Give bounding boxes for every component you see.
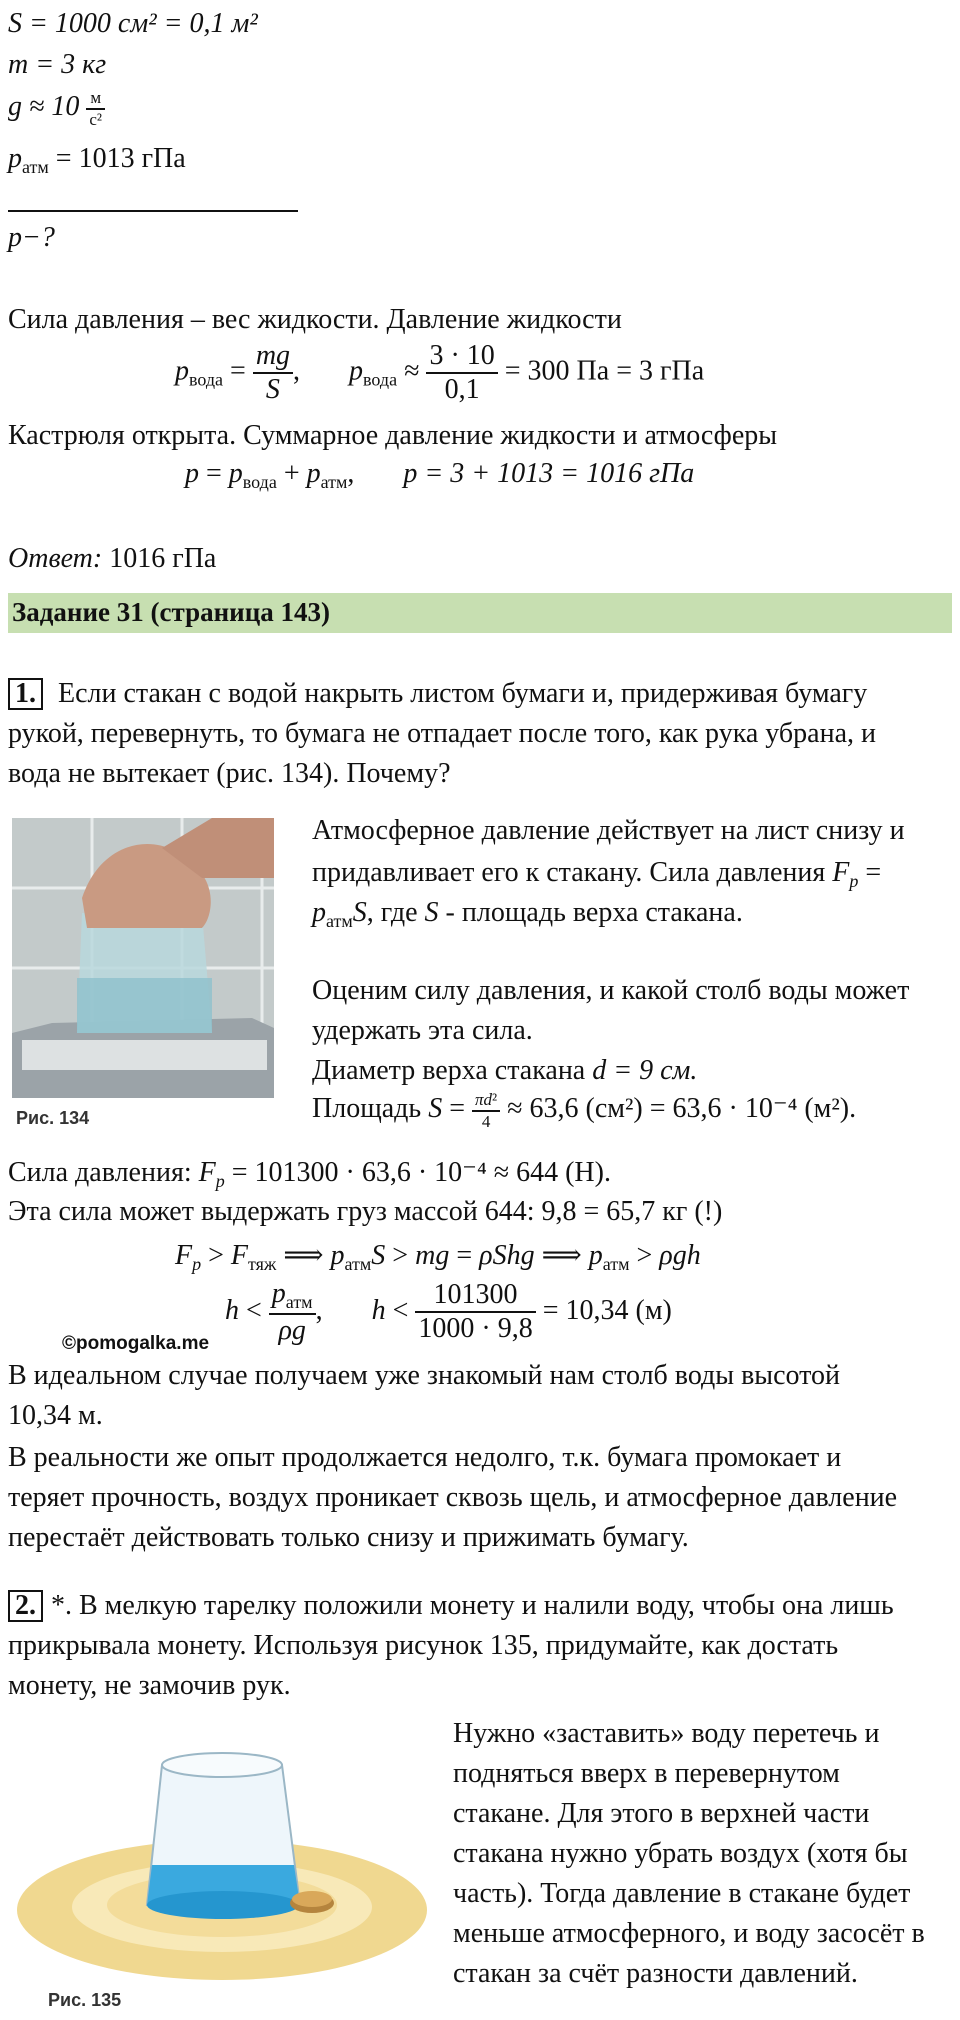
task1-conclusion-line1: В идеальном случае получаем уже знакомый нам столб воды высотой <box>8 1360 841 1391</box>
task2-answer-line1: Нужно «заставить» воду перетечь и <box>453 1718 880 1749</box>
task2-answer-line3: стакане. Для этого в верхней части <box>453 1798 870 1829</box>
given-find: p−? <box>8 222 55 253</box>
task1-question-line2: рукой, перевернуть, то бумага не отпадает после того, как рука убрана, и <box>8 718 876 749</box>
task1-reason-line4: Оценим силу давления, и какой столб воды может <box>312 975 910 1006</box>
formula-inequality-chain: $F_p > F_{тяж}$ ⟹ $p_{атм}S$ > mg = ρShg ⟹ $p_{атм} > \rho gh$ <box>175 1240 701 1274</box>
task1-conclusion-line3: В реальности же опыт продолжается недолго, т.к. бумага промокает и <box>8 1442 842 1473</box>
task-banner: Задание 31 (страница 143) <box>8 593 952 633</box>
task1-force-line: Сила давления: $F_p = 101300 \cdot 63,6 \cdot 10^{-4} \approx 644$ (Н). <box>8 1157 611 1191</box>
task1-conclusion-line2: 10,34 м. <box>8 1400 103 1431</box>
task2-number: 2. <box>8 1590 43 1622</box>
task2-question-line2: прикрывала монету. Используя рисунок 135, придумайте, как достать <box>8 1630 839 1661</box>
given-mass: m = 3 кг <box>8 49 107 80</box>
formula-height: h < $\frac{p_{атм}}{\rho g}$ , h < $\frac{101300}{1000 \cdot 9,8}$ = 10,34 (м) <box>225 1278 672 1346</box>
task1-number: 1. <box>8 678 43 710</box>
task1-reason-line3: $p_{атм}S$, где S - площадь верха стакана. <box>312 897 743 931</box>
task1-reason-line7: Площадь S = $\frac{\text{πd²}}{4}$ ≈ 63,6 (см²) = 63,6 · 10⁻⁴ (м²). <box>312 1090 857 1131</box>
answer: Ответ: 1016 гПа <box>8 543 217 574</box>
task2-question-line1: 2. *. В мелкую тарелку положили монету и налили воду, чтобы она лишь <box>8 1590 894 1622</box>
task2-answer-line5: часть). Тогда давление в стакане будет <box>453 1878 911 1909</box>
formula-water-pressure: $p_{вода}$ = $\frac{mg}{S}$ , $p_{вода}$ ≈ $\frac{3 \cdot 10}{0,1}$ = 300 Па = 3 гПа <box>175 340 705 406</box>
task2-question-line3: монету, не замочив рук. <box>8 1670 291 1701</box>
task2-answer-line2: подняться вверх в перевернутом <box>453 1758 840 1789</box>
watermark-text: ©pomogalka.me <box>62 1333 210 1354</box>
task2-answer-line6: меньше атмосферного, и воду засосёт в <box>453 1918 925 1949</box>
solution-line2: Кастрюля открыта. Суммарное давление жидкости и атмосферы <box>8 420 778 451</box>
task1-conclusion-line4: теряет прочность, воздух проникает сквозь щель, и атмосферное давление <box>8 1482 898 1513</box>
figure-134-photo <box>12 818 274 1098</box>
given-divider <box>8 210 298 212</box>
task1-reason-line6: Диаметр верха стакана d = 9 см. <box>312 1055 698 1086</box>
task2-answer-line4: стакана нужно убрать воздух (хотя бы <box>453 1838 908 1869</box>
formula-total-pressure: $p = p_{вода} + p_{атм}$, p = 3 + 1013 = 1016 гПа <box>185 458 695 492</box>
task1-mass-line: Эта сила может выдержать груз массой 644: 9,8 = 65,7 кг (!) <box>8 1196 723 1227</box>
task1-reason-line5: удержать эта сила. <box>312 1015 533 1046</box>
given-patm: $p_{атм} = 1013$ гПа <box>8 143 186 177</box>
task2-answer-line7: стакан за счёт разности давлений. <box>453 1958 858 1989</box>
task1-reason-line2: придавливает его к стакану. Сила давления $F_p$ = <box>312 857 882 891</box>
task1-reason-line1: Атмосферное давление действует на лист снизу и <box>312 815 905 846</box>
task1-conclusion-line5: перестаёт действовать только снизу и прижимать бумагу. <box>8 1522 689 1553</box>
figure-134-caption: Рис. 134 <box>16 1108 90 1128</box>
solution-line1: Сила давления – вес жидкости. Давление жидкости <box>8 304 622 335</box>
task1-question-line3: вода не вытекает (рис. 134). Почему? <box>8 758 451 789</box>
figure-135-drawing <box>12 1735 432 2013</box>
task1-question-line1: 1. Если стакан с водой накрыть листом бумаги и, придерживая бумагу <box>8 678 867 710</box>
figure-135-caption: Рис. 135 <box>48 1990 122 2010</box>
given-gravity: g ≈ 10 $\frac{м}{\text{с²}}$ <box>8 88 105 129</box>
given-area: S = 1000 см² = 0,1 м² <box>8 8 258 39</box>
